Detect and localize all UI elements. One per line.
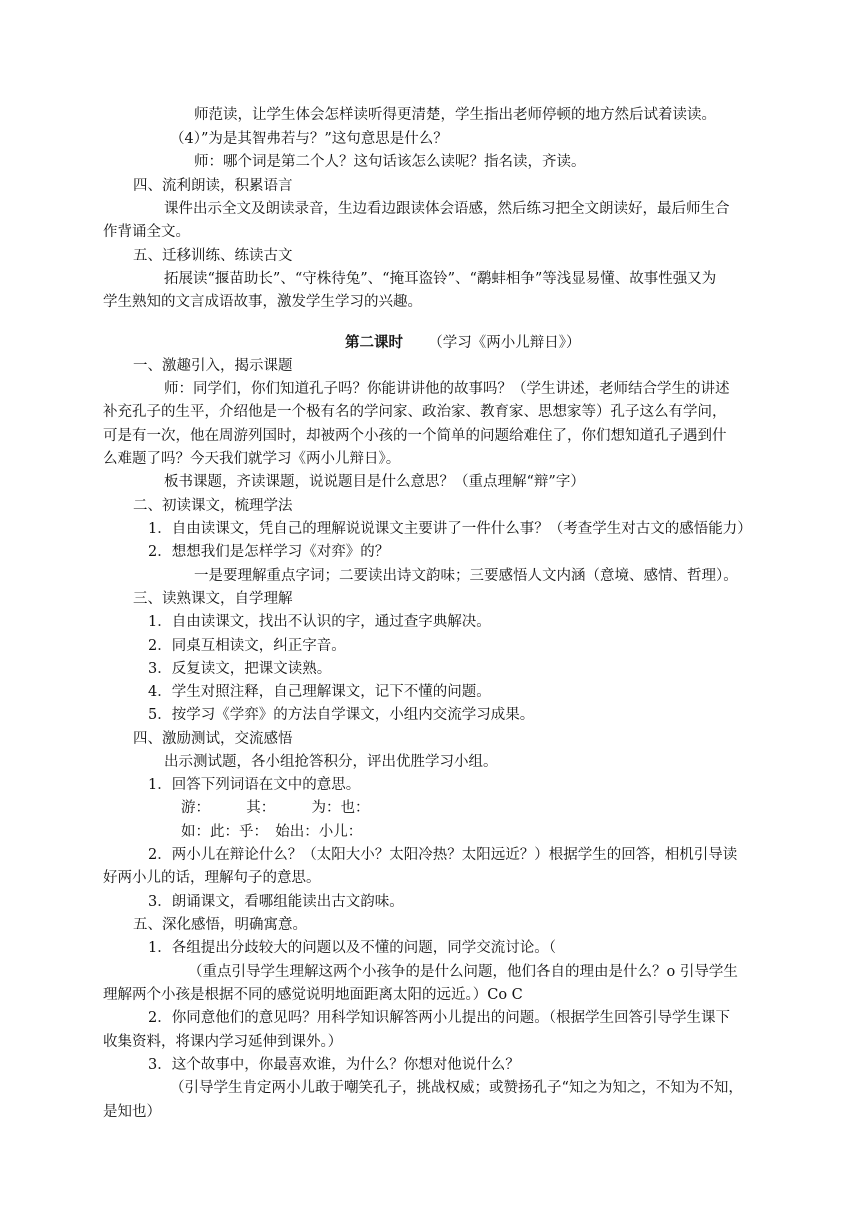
text-line: 师：同学们，你们知道孔子吗？你能讲讲他的故事吗？（学生讲述，老师结合学生的讲述 — [164, 381, 730, 397]
section-heading: 五、迁移训练、练读古文 — [133, 248, 293, 264]
text-line: 是知也） — [103, 1104, 161, 1120]
list-item: 3．朗诵课文，看哪组能读出古文韵味。 — [148, 894, 404, 910]
text-line: 出示测试题，各小组抢答积分，评出优胜学习小组。 — [164, 754, 498, 770]
text-line: 可是有一次，他在周游列国时，却被两个小孩的一个简单的问题给难住了，你们想知道孔子遇到什 — [103, 428, 727, 444]
text-line: 补充孔子的生平，介绍他是一个极有名的学问家、政治家、教育家、思想家等）孔子这么有学问， — [103, 404, 727, 420]
list-item: 1．自由读课文，找出不认识的字，通过查字典解决。 — [148, 614, 491, 630]
list-item: 2．想想我们是怎样学习《对弈》的？ — [148, 544, 390, 560]
text-line: 学生熟知的文言成语故事，激发学生学习的兴趣。 — [103, 294, 422, 310]
list-item: 1．各组提出分歧较大的问题以及不懂的问题，同学交流讨论。（ — [148, 940, 556, 956]
section-heading: 三、读熟课文，自学理解 — [133, 591, 293, 607]
text-line: 么难题了吗？今天我们就学习《两小儿辩日》。 — [103, 451, 401, 467]
text-line: （引导学生肯定两小儿敢于嘲笑孔子，挑战权威；或赞扬孔子“知之为知之，不知为不知， — [170, 1080, 743, 1096]
list-item: 1．回答下列词语在文中的意思。 — [148, 777, 361, 793]
text-line: 好两小儿的话，理解句子的意思。 — [103, 870, 321, 886]
section-heading: 五、深化感悟，明确寓意。 — [133, 917, 307, 933]
lesson-title-bold: 第二课时 — [345, 334, 403, 351]
list-item: 2．同桌互相读文，纠正字音。 — [148, 638, 346, 654]
text-line: （4）”为是其智弗若与？”这句意思是什么？ — [170, 131, 448, 147]
vocab-line: 如：此：乎： 始出：小儿： — [181, 824, 363, 840]
section-heading: 四、流利朗读，积累语言 — [133, 178, 293, 194]
list-item: 4．学生对照注释，自己理解课文，记下不懂的问题。 — [148, 684, 491, 700]
lesson-title-subtitle: （学习《两小儿辩日》） — [428, 335, 581, 351]
text-line: 作背诵全文。 — [103, 224, 190, 240]
section-heading: 一、激趣引入，揭示课题 — [133, 358, 293, 374]
text-line: 板书课题，齐读课题，说说题目是什么意思？（重点理解“辩”字） — [164, 474, 585, 490]
list-item: 3．反复读文，把课文读熟。 — [148, 661, 332, 677]
vocab-line: 游： 其： 为：也： — [181, 800, 370, 816]
lesson-title — [345, 333, 580, 353]
text-line: 课件出示全文及朗读录音，生边看边跟读体会语感，然后练习把全文朗读好，最后师生合 — [164, 201, 730, 217]
text-line: 拓展读“揠苗助长”、“守株待兔”、“掩耳盗铃”、“鹬蚌相争”等浅显易懂、故事性强又为 — [164, 271, 717, 287]
text-line: （重点引导学生理解这两个小孩争的是什么问题，他们各自的理由是什么？o 引导学生 — [188, 964, 738, 980]
list-item: 2．你同意他们的意见吗？用科学知识解答两小儿提出的问题。（根据学生回答引导学生课下 — [148, 1010, 730, 1026]
text-line: 理解两个小孩是根据不同的感觉说明地面距离太阳的远近。）Co C — [103, 987, 523, 1003]
text-line: 收集资料，将课内学习延伸到课外。） — [103, 1034, 343, 1050]
section-heading: 四、激励测试，交流感悟 — [133, 731, 293, 747]
text-line: 一是要理解重点字词；二要读出诗文韵味；三要感悟人文内涵（意境、感情、哲理）。 — [194, 568, 738, 584]
list-item: 5．按学习《学弈》的方法自学课文，小组内交流学习成果。 — [148, 707, 535, 723]
list-item: 1．自由读课文，凭自己的理解说说课文主要讲了一件什么事？（考查学生对古文的感悟能力） — [148, 521, 752, 537]
text-line: 师范读，让学生体会怎样读听得更清楚，学生指出老师停顿的地方然后试着读读。 — [194, 107, 716, 123]
list-item: 2．两小儿在辩论什么？（太阳大小？太阳冷热？太阳远近？）根据学生的回答，相机引导读 — [148, 847, 738, 863]
text-line: 师：哪个词是第二个人？这句话该怎么读呢？指名读，齐读。 — [194, 154, 586, 170]
list-item: 3．这个故事中，你最喜欢谁，为什么？你想对他说什么？ — [148, 1057, 520, 1073]
section-heading: 二、初读课文，梳理学法 — [133, 498, 293, 514]
